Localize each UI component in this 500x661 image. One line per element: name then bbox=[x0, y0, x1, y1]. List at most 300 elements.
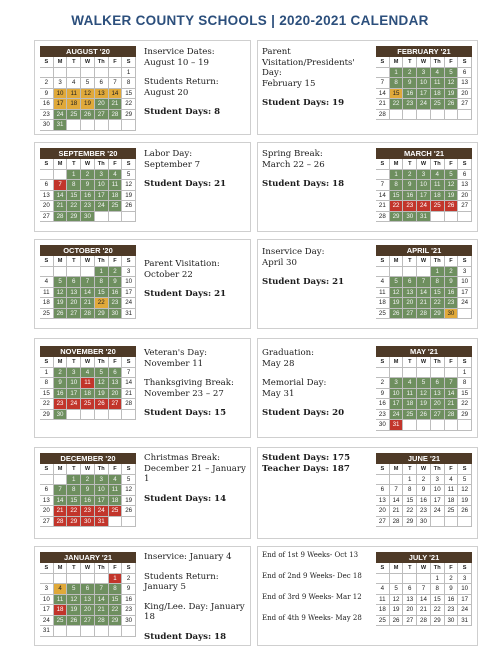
weekday-header: S bbox=[122, 159, 136, 170]
calendar-day: 1 bbox=[67, 170, 81, 181]
weekday-header: S bbox=[40, 256, 54, 267]
notes-july bbox=[262, 551, 372, 635]
month-header: MARCH '21 bbox=[376, 148, 472, 159]
calendar-day: 18 bbox=[376, 605, 390, 616]
weekday-header: Th bbox=[431, 57, 445, 68]
calendar-day: 19 bbox=[445, 191, 459, 202]
calendar-day: 4 bbox=[403, 378, 417, 389]
student-days: Student Days: 18 bbox=[144, 631, 227, 642]
notes-january bbox=[144, 552, 249, 651]
calendar-day: 30 bbox=[417, 517, 431, 528]
calendar-empty-cell bbox=[109, 120, 123, 131]
calendar-day: 9 bbox=[54, 378, 68, 389]
calendar-day: 4 bbox=[40, 277, 54, 288]
calendar-grid bbox=[376, 563, 472, 626]
weekday-header: M bbox=[390, 563, 404, 574]
weekday-header: S bbox=[40, 357, 54, 368]
calendar-day: 11 bbox=[403, 389, 417, 400]
calendar-day: 20 bbox=[67, 298, 81, 309]
calendar-day: 11 bbox=[376, 288, 390, 299]
calendar-january bbox=[40, 552, 136, 637]
calendar-day: 24 bbox=[54, 110, 68, 121]
calendar-empty-cell bbox=[417, 574, 431, 585]
calendar-day: 21 bbox=[417, 298, 431, 309]
calendar-november bbox=[40, 346, 136, 420]
month-header: DECEMBER '20 bbox=[40, 453, 136, 464]
note-labor-day: Labor Day: September 7 bbox=[144, 149, 201, 170]
student-days: Student Days: 15 bbox=[144, 408, 227, 418]
calendar-august bbox=[40, 46, 136, 131]
calendar-day: 7 bbox=[122, 368, 136, 379]
calendar-day: 5 bbox=[390, 277, 404, 288]
calendar-day: 11 bbox=[81, 378, 95, 389]
calendar-day: 5 bbox=[445, 68, 459, 79]
calendar-day: 5 bbox=[81, 78, 95, 89]
calendar-empty-cell bbox=[376, 170, 390, 181]
calendar-day: 26 bbox=[95, 399, 109, 410]
calendar-day: 24 bbox=[417, 201, 431, 212]
calendar-day: 15 bbox=[431, 595, 445, 606]
weekday-header: F bbox=[109, 159, 123, 170]
calendar-day: 11 bbox=[109, 485, 123, 496]
calendar-day: 6 bbox=[109, 368, 123, 379]
calendar-day: 22 bbox=[95, 298, 109, 309]
calendar-day: 2 bbox=[81, 475, 95, 486]
calendar-day: 10 bbox=[67, 378, 81, 389]
calendar-empty-cell bbox=[67, 410, 81, 421]
month-header: JANUARY '21 bbox=[40, 552, 136, 563]
calendar-day: 2 bbox=[40, 78, 54, 89]
calendar-empty-cell bbox=[54, 267, 68, 278]
calendar-day: 19 bbox=[81, 99, 95, 110]
calendar-march bbox=[376, 148, 472, 222]
calendar-day: 8 bbox=[403, 485, 417, 496]
calendar-grid bbox=[40, 256, 136, 319]
calendar-day: 11 bbox=[67, 89, 81, 100]
month-header: APRIL '21 bbox=[376, 245, 472, 256]
notes-june bbox=[262, 453, 372, 474]
calendar-day: 29 bbox=[458, 410, 472, 421]
calendar-day: 8 bbox=[390, 78, 404, 89]
calendar-day: 3 bbox=[122, 267, 136, 278]
calendar-day: 10 bbox=[54, 89, 68, 100]
calendar-empty-cell bbox=[122, 626, 136, 637]
calendar-day: 10 bbox=[417, 78, 431, 89]
calendar-day: 29 bbox=[431, 616, 445, 627]
calendar-empty-cell bbox=[81, 626, 95, 637]
calendar-day: 22 bbox=[122, 99, 136, 110]
calendar-day: 12 bbox=[458, 485, 472, 496]
calendar-day: 29 bbox=[109, 616, 123, 627]
calendar-day: 12 bbox=[122, 180, 136, 191]
calendar-empty-cell bbox=[376, 368, 390, 379]
calendar-day: 18 bbox=[54, 605, 68, 616]
weekday-header: M bbox=[54, 57, 68, 68]
calendar-day: 4 bbox=[81, 368, 95, 379]
calendar-day: 18 bbox=[40, 298, 54, 309]
calendar-empty-cell bbox=[458, 309, 472, 320]
calendar-day: 13 bbox=[81, 595, 95, 606]
calendar-grid bbox=[40, 57, 136, 131]
calendar-day: 6 bbox=[431, 378, 445, 389]
calendar-day: 15 bbox=[67, 191, 81, 202]
calendar-day: 4 bbox=[109, 475, 123, 486]
calendar-day: 7 bbox=[417, 584, 431, 595]
calendar-day: 20 bbox=[403, 298, 417, 309]
calendar-day: 11 bbox=[445, 485, 459, 496]
calendar-day: 27 bbox=[67, 309, 81, 320]
weekday-header: M bbox=[54, 256, 68, 267]
calendar-empty-cell bbox=[109, 626, 123, 637]
calendar-grid bbox=[376, 57, 472, 120]
calendar-empty-cell bbox=[54, 475, 68, 486]
calendar-day: 14 bbox=[445, 389, 459, 400]
calendar-day: 8 bbox=[40, 378, 54, 389]
notes-march bbox=[262, 149, 372, 199]
calendar-day: 12 bbox=[67, 595, 81, 606]
calendar-empty-cell bbox=[445, 368, 459, 379]
calendar-day: 30 bbox=[445, 309, 459, 320]
weekday-header: W bbox=[417, 563, 431, 574]
calendar-day: 26 bbox=[458, 506, 472, 517]
calendar-day: 16 bbox=[40, 99, 54, 110]
calendar-empty-cell bbox=[67, 267, 81, 278]
student-days: Student Days: 21 bbox=[144, 179, 227, 189]
calendar-day: 23 bbox=[81, 506, 95, 517]
weekday-header: M bbox=[54, 159, 68, 170]
calendar-day: 18 bbox=[376, 298, 390, 309]
calendar-day: 2 bbox=[81, 170, 95, 181]
weekday-header: F bbox=[445, 464, 459, 475]
calendar-empty-cell bbox=[67, 120, 81, 131]
calendar-day: 24 bbox=[390, 410, 404, 421]
calendar-empty-cell bbox=[417, 420, 431, 431]
calendar-day: 6 bbox=[403, 584, 417, 595]
calendar-day: 16 bbox=[445, 288, 459, 299]
notes-august bbox=[144, 47, 264, 127]
calendar-day: 29 bbox=[122, 110, 136, 121]
calendar-day: 22 bbox=[431, 605, 445, 616]
calendar-empty-cell bbox=[40, 574, 54, 585]
month-header: AUGUST '20 bbox=[40, 46, 136, 57]
weekday-header: M bbox=[54, 357, 68, 368]
weekday-header: S bbox=[458, 57, 472, 68]
weekday-header: S bbox=[40, 57, 54, 68]
weekday-header: S bbox=[458, 357, 472, 368]
calendar-day: 7 bbox=[390, 485, 404, 496]
weekday-header: W bbox=[81, 357, 95, 368]
weekday-header: W bbox=[417, 159, 431, 170]
total-student-days: Student Days: 175 bbox=[262, 453, 351, 463]
calendar-day: 16 bbox=[109, 288, 123, 299]
calendar-day: 26 bbox=[122, 506, 136, 517]
weekday-header: F bbox=[109, 563, 123, 574]
weekday-header: S bbox=[458, 159, 472, 170]
weekday-header: S bbox=[122, 563, 136, 574]
calendar-day: 8 bbox=[458, 378, 472, 389]
calendar-day: 29 bbox=[431, 309, 445, 320]
weekday-header: F bbox=[109, 256, 123, 267]
calendar-day: 8 bbox=[67, 485, 81, 496]
calendar-day: 30 bbox=[81, 212, 95, 223]
calendar-day: 9 bbox=[40, 89, 54, 100]
calendar-day: 15 bbox=[458, 389, 472, 400]
calendar-day: 6 bbox=[81, 584, 95, 595]
calendar-day: 23 bbox=[81, 201, 95, 212]
month-header: FEBRUARY '21 bbox=[376, 46, 472, 57]
calendar-day: 20 bbox=[81, 605, 95, 616]
calendar-day: 21 bbox=[109, 99, 123, 110]
weekday-header: S bbox=[458, 563, 472, 574]
calendar-empty-cell bbox=[54, 626, 68, 637]
calendar-day: 24 bbox=[458, 298, 472, 309]
weekday-header: F bbox=[445, 357, 459, 368]
calendar-day: 23 bbox=[109, 298, 123, 309]
calendar-empty-cell bbox=[431, 212, 445, 223]
calendar-empty-cell bbox=[122, 120, 136, 131]
calendar-day: 21 bbox=[122, 389, 136, 400]
calendar-day: 19 bbox=[67, 605, 81, 616]
calendar-day: 27 bbox=[109, 399, 123, 410]
calendar-day: 4 bbox=[445, 475, 459, 486]
calendar-day: 17 bbox=[95, 191, 109, 202]
weekday-header: Th bbox=[95, 464, 109, 475]
calendar-day: 7 bbox=[95, 584, 109, 595]
weekday-header: T bbox=[403, 563, 417, 574]
calendar-day: 17 bbox=[95, 496, 109, 507]
weekday-header: Th bbox=[431, 159, 445, 170]
calendar-day: 12 bbox=[390, 595, 404, 606]
calendar-day: 31 bbox=[390, 420, 404, 431]
calendar-day: 15 bbox=[431, 288, 445, 299]
note-king-lee-day: King/Lee. Day: January 18 bbox=[144, 601, 245, 622]
calendar-day: 3 bbox=[417, 170, 431, 181]
calendar-day: 20 bbox=[376, 506, 390, 517]
calendar-empty-cell bbox=[40, 475, 54, 486]
weekday-header: M bbox=[390, 464, 404, 475]
calendar-day: 5 bbox=[417, 378, 431, 389]
month-header: NOVEMBER '20 bbox=[40, 346, 136, 357]
calendar-day: 12 bbox=[445, 78, 459, 89]
calendar-day: 14 bbox=[417, 595, 431, 606]
calendar-day: 28 bbox=[54, 517, 68, 528]
student-days: Student Days: 21 bbox=[262, 277, 345, 287]
calendar-day: 5 bbox=[122, 170, 136, 181]
calendar-day: 1 bbox=[390, 170, 404, 181]
weekday-header: W bbox=[81, 464, 95, 475]
calendar-day: 19 bbox=[390, 605, 404, 616]
calendar-day: 19 bbox=[122, 496, 136, 507]
calendar-day: 26 bbox=[81, 110, 95, 121]
calendar-day: 7 bbox=[54, 180, 68, 191]
calendar-day: 10 bbox=[95, 180, 109, 191]
calendar-day: 17 bbox=[431, 496, 445, 507]
calendar-day: 9 bbox=[376, 389, 390, 400]
calendar-day: 8 bbox=[122, 78, 136, 89]
calendar-day: 26 bbox=[445, 99, 459, 110]
month-header: OCTOBER '20 bbox=[40, 245, 136, 256]
calendar-day: 2 bbox=[417, 475, 431, 486]
calendar-day: 25 bbox=[109, 201, 123, 212]
calendar-day: 18 bbox=[403, 399, 417, 410]
calendar-day: 7 bbox=[376, 180, 390, 191]
student-days: Student Days: 19 bbox=[262, 98, 345, 108]
calendar-day: 14 bbox=[54, 496, 68, 507]
note-memorial-day: Memorial Day: May 31 bbox=[262, 378, 327, 399]
calendar-day: 28 bbox=[445, 410, 459, 421]
weekday-header: T bbox=[403, 57, 417, 68]
calendar-day: 6 bbox=[458, 68, 472, 79]
calendar-day: 26 bbox=[445, 201, 459, 212]
calendar-day: 4 bbox=[376, 277, 390, 288]
calendar-day: 19 bbox=[122, 191, 136, 202]
calendar-day: 13 bbox=[458, 180, 472, 191]
calendar-day: 9 bbox=[445, 584, 459, 595]
calendar-day: 22 bbox=[431, 298, 445, 309]
calendar-april bbox=[376, 245, 472, 319]
calendar-day: 4 bbox=[109, 170, 123, 181]
calendar-day: 10 bbox=[458, 584, 472, 595]
calendar-day: 12 bbox=[445, 180, 459, 191]
calendar-day: 12 bbox=[390, 288, 404, 299]
calendar-day: 5 bbox=[122, 475, 136, 486]
calendar-day: 2 bbox=[54, 368, 68, 379]
calendar-day: 11 bbox=[376, 595, 390, 606]
calendar-day: 15 bbox=[390, 191, 404, 202]
calendar-day: 24 bbox=[95, 506, 109, 517]
calendar-day: 7 bbox=[81, 277, 95, 288]
calendar-day: 15 bbox=[390, 89, 404, 100]
note-end-q2: End of 2nd 9 Weeks- Dec 18 bbox=[262, 572, 362, 580]
calendar-empty-cell bbox=[40, 267, 54, 278]
note-spring-break: Spring Break: March 22 – 26 bbox=[262, 149, 325, 170]
calendar-empty-cell bbox=[431, 110, 445, 121]
calendar-day: 30 bbox=[376, 420, 390, 431]
calendar-day: 21 bbox=[445, 399, 459, 410]
calendar-empty-cell bbox=[403, 420, 417, 431]
total-teacher-days: Teacher Days: 187 bbox=[262, 463, 350, 474]
calendar-day: 6 bbox=[95, 78, 109, 89]
calendar-day: 3 bbox=[431, 475, 445, 486]
calendar-day: 3 bbox=[40, 584, 54, 595]
calendar-day: 7 bbox=[445, 378, 459, 389]
calendar-day: 23 bbox=[376, 410, 390, 421]
calendar-day: 6 bbox=[458, 170, 472, 181]
calendar-day: 17 bbox=[390, 399, 404, 410]
notes-april bbox=[262, 247, 372, 297]
calendar-day: 3 bbox=[458, 574, 472, 585]
notes-february bbox=[262, 47, 372, 118]
calendar-day: 28 bbox=[81, 309, 95, 320]
weekday-header: F bbox=[445, 57, 459, 68]
calendar-day: 13 bbox=[376, 496, 390, 507]
calendar-empty-cell bbox=[431, 420, 445, 431]
calendar-day: 31 bbox=[40, 626, 54, 637]
weekday-header: S bbox=[376, 256, 390, 267]
calendar-day: 13 bbox=[67, 288, 81, 299]
calendar-day: 21 bbox=[417, 605, 431, 616]
calendar-day: 14 bbox=[54, 191, 68, 202]
weekday-header: T bbox=[403, 159, 417, 170]
weekday-header: F bbox=[109, 57, 123, 68]
calendar-day: 16 bbox=[417, 496, 431, 507]
note-students-return: Students Return: August 20 bbox=[144, 77, 219, 98]
weekday-header: Th bbox=[95, 357, 109, 368]
student-days: Student Days: 21 bbox=[144, 289, 227, 299]
calendar-day: 31 bbox=[122, 309, 136, 320]
calendar-day: 3 bbox=[417, 68, 431, 79]
calendar-day: 27 bbox=[95, 110, 109, 121]
calendar-day: 16 bbox=[403, 89, 417, 100]
calendar-day: 14 bbox=[81, 288, 95, 299]
calendar-day: 18 bbox=[431, 191, 445, 202]
calendar-day: 24 bbox=[458, 605, 472, 616]
calendar-day: 10 bbox=[40, 595, 54, 606]
calendar-empty-cell bbox=[458, 212, 472, 223]
calendar-day: 28 bbox=[417, 309, 431, 320]
notes-november bbox=[144, 348, 264, 428]
calendar-day: 23 bbox=[403, 201, 417, 212]
calendar-empty-cell bbox=[445, 212, 459, 223]
calendar-day: 16 bbox=[376, 399, 390, 410]
notes-may bbox=[262, 348, 372, 428]
calendar-day: 22 bbox=[40, 399, 54, 410]
calendar-day: 26 bbox=[122, 201, 136, 212]
calendar-day: 10 bbox=[95, 485, 109, 496]
calendar-day: 29 bbox=[390, 212, 404, 223]
calendar-day: 21 bbox=[54, 506, 68, 517]
calendar-day: 22 bbox=[403, 506, 417, 517]
note-inservice: Inservice Dates: August 10 – 19 bbox=[144, 47, 215, 68]
calendar-day: 7 bbox=[109, 78, 123, 89]
calendar-day: 16 bbox=[54, 389, 68, 400]
weekday-header: Th bbox=[95, 563, 109, 574]
calendar-day: 27 bbox=[40, 212, 54, 223]
calendar-day: 22 bbox=[390, 99, 404, 110]
calendar-day: 10 bbox=[417, 180, 431, 191]
calendar-day: 28 bbox=[390, 517, 404, 528]
calendar-day: 3 bbox=[458, 267, 472, 278]
calendar-day: 17 bbox=[67, 389, 81, 400]
weekday-header: W bbox=[417, 256, 431, 267]
calendar-empty-cell bbox=[54, 68, 68, 79]
weekday-header: S bbox=[122, 256, 136, 267]
calendar-day: 25 bbox=[445, 506, 459, 517]
calendar-day: 1 bbox=[95, 267, 109, 278]
student-days: Student Days: 18 bbox=[262, 179, 345, 189]
calendar-day: 17 bbox=[54, 99, 68, 110]
calendar-day: 5 bbox=[458, 475, 472, 486]
weekday-header: W bbox=[81, 159, 95, 170]
calendar-grid bbox=[376, 256, 472, 319]
calendar-day: 6 bbox=[67, 277, 81, 288]
weekday-header: M bbox=[390, 256, 404, 267]
calendar-day: 9 bbox=[81, 485, 95, 496]
weekday-header: T bbox=[67, 256, 81, 267]
calendar-empty-cell bbox=[122, 410, 136, 421]
calendar-day: 19 bbox=[95, 389, 109, 400]
calendar-day: 13 bbox=[403, 288, 417, 299]
weekday-header: T bbox=[403, 256, 417, 267]
calendar-day: 4 bbox=[376, 584, 390, 595]
weekday-header: W bbox=[81, 57, 95, 68]
calendar-day: 28 bbox=[122, 399, 136, 410]
calendar-day: 16 bbox=[81, 191, 95, 202]
note-christmas-break: Christmas Break: December 21 – January 1 bbox=[144, 453, 246, 484]
calendar-day: 2 bbox=[403, 170, 417, 181]
calendar-empty-cell bbox=[376, 68, 390, 79]
calendar-day: 5 bbox=[390, 584, 404, 595]
